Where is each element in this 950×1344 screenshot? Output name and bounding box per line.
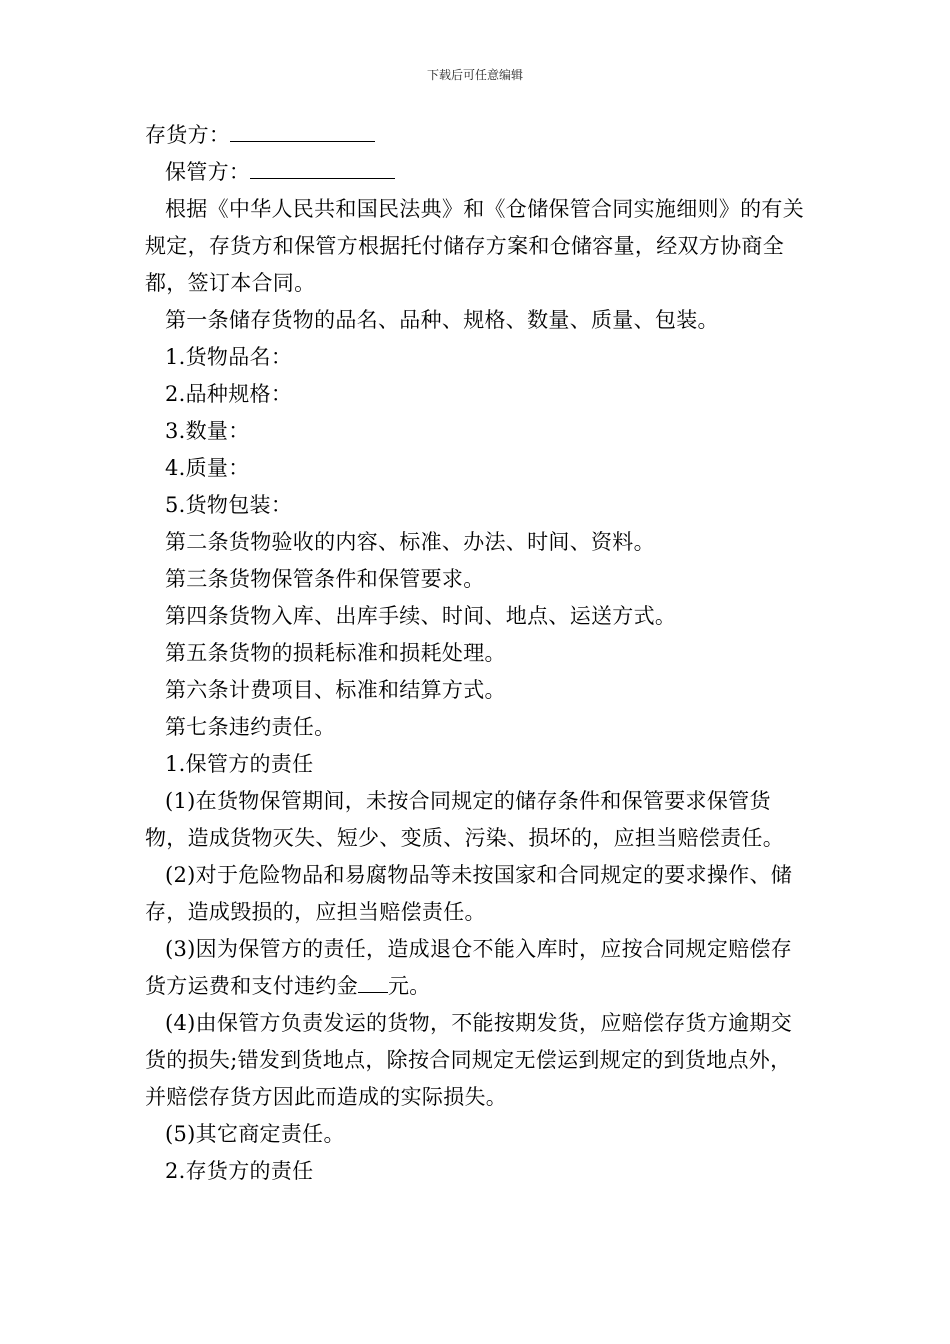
depositor-blank — [230, 119, 375, 142]
clause-3-text: (3)因为保管方的责任，造成退仓不能入库时，应按合同规定赔偿存货方运费和支付违约金 — [145, 937, 793, 998]
clause-2-text: (2)对于危险物品和易腐物品等未按国家和合同规定的要求操作、储存，造成毁损的，应担当赔偿责任。 — [145, 863, 793, 924]
item-name: 1.货物品名： — [165, 345, 293, 369]
article-4: 第四条货物入库、出库手续、时间、地点、运送方式。 — [165, 604, 677, 628]
depositor-resp-title: 2.存货方的责任 — [165, 1159, 314, 1183]
keeper-resp-title: 1.保管方的责任 — [165, 752, 314, 776]
clause-3-suffix: 元。 — [388, 974, 431, 998]
item-spec: 2.品种规格： — [165, 382, 293, 406]
article-2: 第二条货物验收的内容、标准、办法、时间、资料。 — [165, 530, 655, 554]
article-5: 第五条货物的损耗标准和损耗处理。 — [165, 641, 506, 665]
clause-3 — [145, 931, 807, 1005]
clause-4 — [145, 1005, 807, 1116]
keeper-blank — [250, 156, 395, 179]
keeper-line — [145, 154, 807, 191]
clause-5: (5)其它商定责任。 — [165, 1122, 345, 1146]
intro-text: 根据《中华人民共和国民法典》和《仓储保管合同实施细则》的有关规定，存货方和保管方根据托付储存方案和仓储容量，经双方协商全都，签订本合同。 — [145, 197, 804, 295]
clause-1 — [145, 783, 807, 857]
clause-4-text: (4)由保管方负责发运的货物，不能按期发货，应赔偿存货方逾期交货的损失;错发到货地点，除按合同规定无偿运到规定的到货地点外，并赔偿存货方因此而造成的实际损失。 — [145, 1011, 793, 1109]
depositor-label: 存货方： — [145, 123, 231, 147]
article-3: 第三条货物保管条件和保管要求。 — [165, 567, 485, 591]
clause-2 — [145, 857, 807, 931]
clause-1-text: (1)在货物保管期间，未按合同规定的储存条件和保管要求保管货物，造成货物灭失、短少、变质、污染、损坏的，应担当赔偿责任。 — [145, 789, 784, 850]
article-1: 第一条储存货物的品名、品种、规格、数量、质量、包装。 — [165, 308, 719, 332]
header-note: 下载后可任意编辑 — [426, 68, 523, 82]
item-packaging: 5.货物包装： — [165, 493, 293, 517]
keeper-label: 保管方： — [165, 160, 251, 184]
article-7: 第七条违约责任。 — [165, 715, 336, 739]
depositor-line — [145, 117, 807, 154]
intro-paragraph — [145, 191, 807, 302]
contract-body — [145, 117, 807, 1190]
item-quantity: 3.数量： — [165, 419, 250, 443]
article-6: 第六条计费项目、标准和结算方式。 — [165, 678, 506, 702]
penalty-blank — [358, 972, 388, 993]
item-quality: 4.质量： — [165, 456, 250, 480]
